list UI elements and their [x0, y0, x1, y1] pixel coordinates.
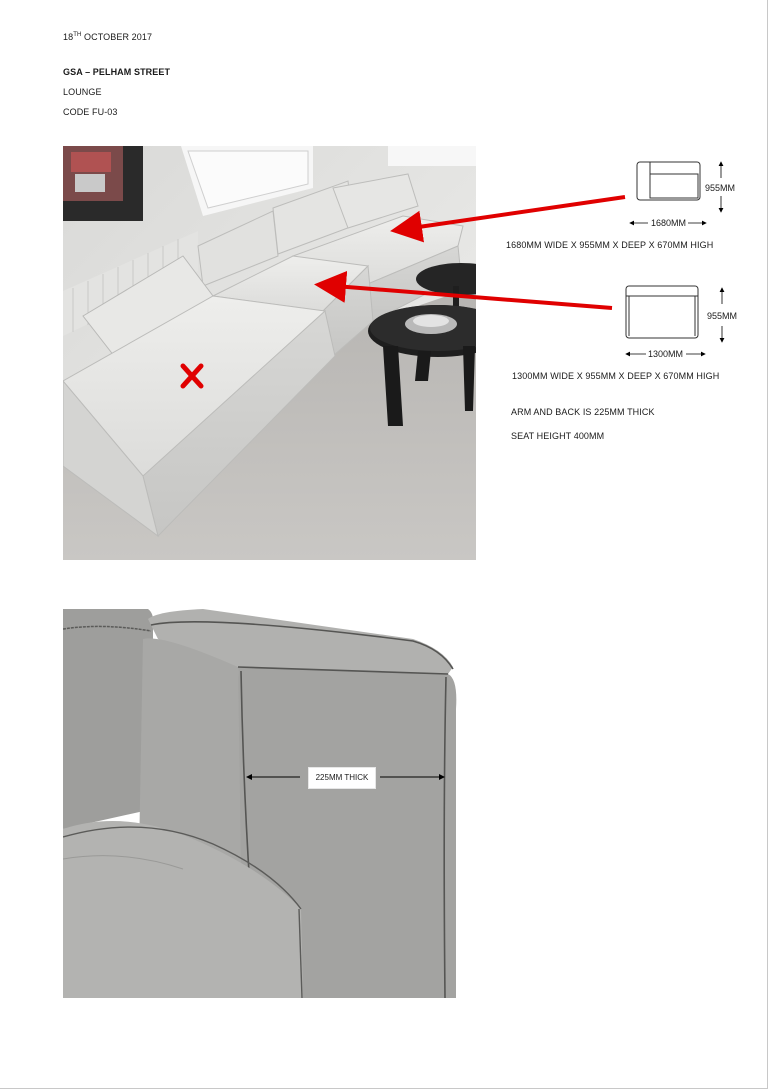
item-code: CODE FU-03 [63, 107, 118, 117]
thickness-label: 225MM THICK [308, 767, 376, 789]
straight-module-diagram [626, 286, 698, 338]
straight-width-label: 1300MM [648, 349, 684, 359]
corner-width-label: 1680MM [651, 218, 687, 228]
corner-height-label: 955MM [705, 183, 736, 193]
project-title: GSA – PELHAM STREET [63, 67, 171, 77]
sofa-arm-detail-photo [63, 609, 458, 998]
date-day: 18 [63, 32, 74, 42]
seat-height-note: SEAT HEIGHT 400MM [511, 431, 605, 441]
corner-module-diagram [637, 162, 700, 200]
straight-module-dims [626, 288, 722, 354]
document-date [63, 32, 152, 42]
straight-height-label: 955MM [707, 311, 738, 321]
date-suffix: TH [73, 32, 82, 38]
arm-back-thickness-note: ARM AND BACK IS 225MM THICK [511, 407, 655, 417]
straight-module-spec: 1300MM WIDE X 955MM X DEEP X 670MM HIGH [512, 371, 720, 381]
date-rest: OCTOBER 2017 [81, 32, 153, 42]
corner-module-spec: 1680MM WIDE X 955MM X DEEP X 670MM HIGH [506, 240, 714, 250]
sofa-room-photo [63, 146, 476, 560]
room-name: LOUNGE [63, 87, 102, 97]
